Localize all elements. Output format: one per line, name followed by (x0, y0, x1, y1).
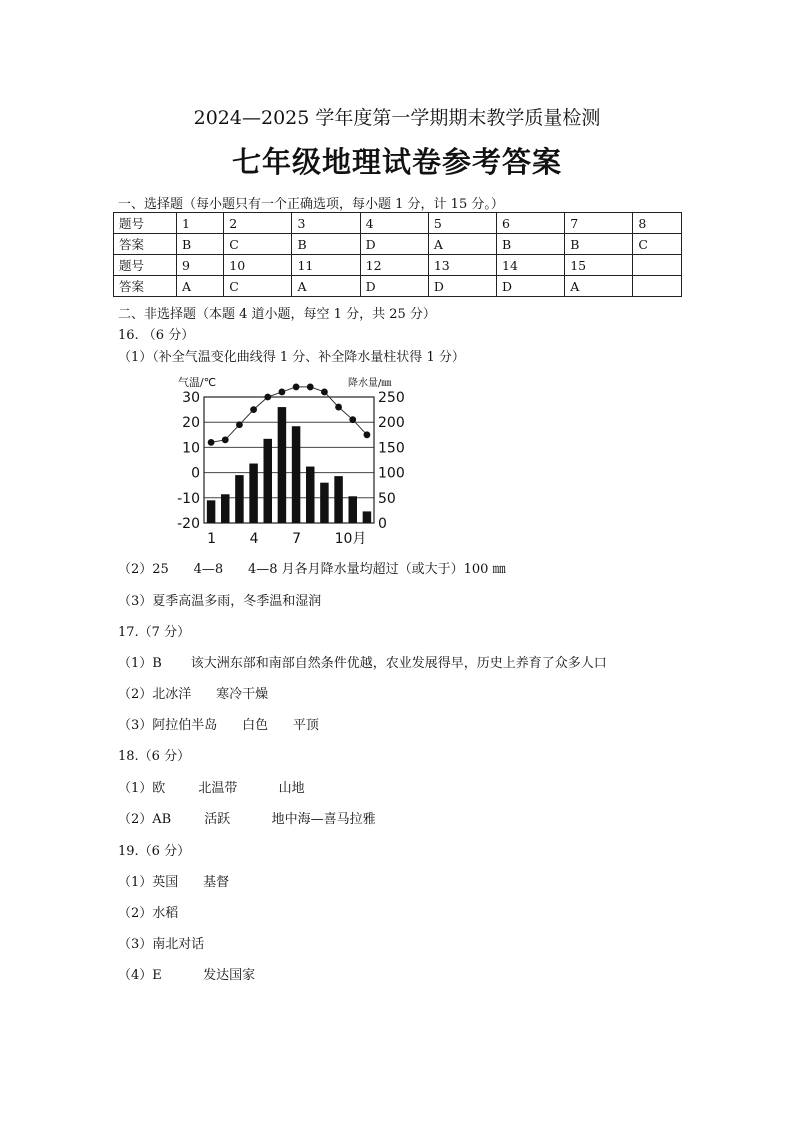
answer-table-cell: D (360, 276, 428, 297)
answer-table-cell: 11 (292, 255, 360, 276)
section1-heading: 一、选择题（每小题只有一个正确选项，每小题 1 分，计 15 分。） (118, 197, 504, 212)
answer-table-row (114, 234, 682, 255)
temperature-point (222, 436, 229, 443)
answer-table-cell: 13 (428, 255, 496, 276)
temperature-curve (208, 384, 371, 446)
climate-chart (170, 372, 410, 552)
answer-table-cell: 4 (360, 213, 428, 234)
answer-table-cell: 8 (633, 213, 682, 234)
left-tick-label: 0 (191, 465, 200, 482)
left-tick-label: -10 (177, 490, 200, 507)
precipitation-bar (221, 494, 230, 523)
q17-answer-2: （2）北冰洋 寒冷干燥 (118, 687, 269, 702)
q19-answer-3: （3）南北对话 (118, 937, 205, 952)
precipitation-bar (292, 426, 301, 523)
answer-table-cell: 1 (177, 213, 224, 234)
answer-table-cell: 6 (497, 213, 565, 234)
answer-table-cell: 2 (224, 213, 292, 234)
answer-table-cell (633, 255, 682, 276)
precipitation-bar (207, 500, 216, 523)
answer-table-cell (633, 276, 682, 297)
left-tick-label: 10 (182, 440, 200, 457)
right-tick-label: 200 (378, 415, 405, 432)
temperature-point (208, 439, 215, 446)
q16-answer-1: （1）（补全气温变化曲线得 1 分、补全降水量柱状得 1 分） (118, 350, 465, 365)
answer-table-cell: 15 (565, 255, 633, 276)
answer-table-cell: D (497, 276, 565, 297)
section2-heading: 二、非选择题（本题 4 道小题，每空 1 分，共 25 分） (118, 307, 436, 322)
answer-table-cell: D (428, 276, 496, 297)
temperature-point (250, 406, 257, 413)
answer-table-cell: D (360, 234, 428, 255)
precipitation-bar (363, 511, 372, 523)
precipitation-bar (235, 475, 244, 523)
answer-table-row-header: 答案 (114, 234, 177, 255)
answer-table-cell: 7 (565, 213, 633, 234)
x-tick-label: 10月 (334, 531, 367, 547)
q19-answer-2: （2）水稻 (118, 906, 179, 921)
precipitation-bar (334, 476, 343, 523)
answer-key-title: 七年级地理试卷参考答案 (231, 145, 562, 179)
answer-table-cell: C (633, 234, 682, 255)
temperature-point (236, 421, 243, 428)
temperature-line (211, 387, 367, 442)
answer-table-cell: 3 (292, 213, 360, 234)
precipitation-bar (320, 483, 329, 523)
q18-answer-1: （1）欧 北温带 山地 (118, 781, 305, 796)
answer-table-cell: A (177, 276, 224, 297)
answer-table-row (114, 213, 682, 234)
q19-title: 19.（6 分） (118, 844, 191, 859)
answer-table-cell: B (565, 234, 633, 255)
left-tick-label: 20 (182, 415, 200, 432)
answer-table-cell: B (292, 234, 360, 255)
answer-table-row-header: 题号 (114, 255, 177, 276)
q16-title: 16. （6 分） (118, 328, 195, 343)
x-tick-label: 7 (292, 531, 302, 547)
answer-table-cell: 10 (224, 255, 292, 276)
answer-table-cell: 5 (428, 213, 496, 234)
answer-table-cell: A (428, 234, 496, 255)
left-tick-label: 30 (182, 390, 200, 406)
temperature-point (321, 389, 328, 396)
answer-table-row (114, 255, 682, 276)
q16-answer-2: （2）25 4—8 4—8 月各月降水量均超过（或大于）100 ㎜ (118, 562, 506, 577)
left-axis-label: 气温/℃ (178, 376, 217, 389)
answer-table-cell: 14 (497, 255, 565, 276)
x-tick-label: 1 (207, 531, 217, 547)
answer-table-cell: 9 (177, 255, 224, 276)
answer-table-row (114, 276, 682, 297)
precipitation-bar (349, 496, 358, 523)
exam-title: 2024—2025 学年度第一学期期末教学质量检测 (193, 107, 601, 129)
q17-title: 17.（7 分） (118, 625, 191, 640)
right-tick-label: 0 (378, 516, 387, 532)
answer-table-cell: B (497, 234, 565, 255)
temperature-point (349, 416, 356, 423)
precipitation-bar (278, 407, 287, 523)
right-tick-label: 250 (378, 390, 405, 406)
answer-table-cell: A (565, 276, 633, 297)
temperature-point (279, 389, 286, 396)
q18-title: 18.（6 分） (118, 749, 191, 764)
q18-answer-2: （2）AB 活跃 地中海—喜马拉雅 (118, 812, 376, 827)
answer-table-cell: C (224, 234, 292, 255)
temperature-point (264, 394, 271, 401)
q17-answer-3: （3）阿拉伯半岛 白色 平顶 (118, 718, 319, 733)
temperature-point (293, 384, 300, 391)
answer-table-row-header: 题号 (114, 213, 177, 234)
left-tick-label: -20 (177, 516, 200, 532)
answer-table-cell: A (292, 276, 360, 297)
answer-table-row-header: 答案 (114, 276, 177, 297)
x-tick-label: 4 (249, 531, 259, 547)
right-tick-label: 50 (378, 490, 396, 507)
temperature-point (364, 431, 371, 438)
answer-table (113, 212, 682, 297)
precipitation-bar (264, 439, 273, 523)
temperature-point (335, 404, 342, 411)
precipitation-bars (207, 407, 371, 523)
precipitation-bar (249, 464, 258, 523)
answer-table-cell: B (177, 234, 224, 255)
answer-table-cell: 12 (360, 255, 428, 276)
q19-answer-1: （1）英国 基督 (118, 875, 230, 890)
q17-answer-1: （1）B 该大洲东部和南部自然条件优越，农业发展得早，历史上养育了众多人口 (118, 656, 607, 671)
answer-table-cell: C (224, 276, 292, 297)
q19-answer-4: （4）E 发达国家 (118, 968, 256, 983)
q16-answer-3: （3）夏季高温多雨，冬季温和湿润 (118, 594, 322, 609)
right-axis-label: 降水量/㎜ (348, 378, 392, 389)
temperature-point (307, 384, 314, 391)
right-tick-label: 150 (378, 440, 405, 457)
precipitation-bar (306, 467, 315, 523)
right-tick-label: 100 (378, 465, 405, 482)
